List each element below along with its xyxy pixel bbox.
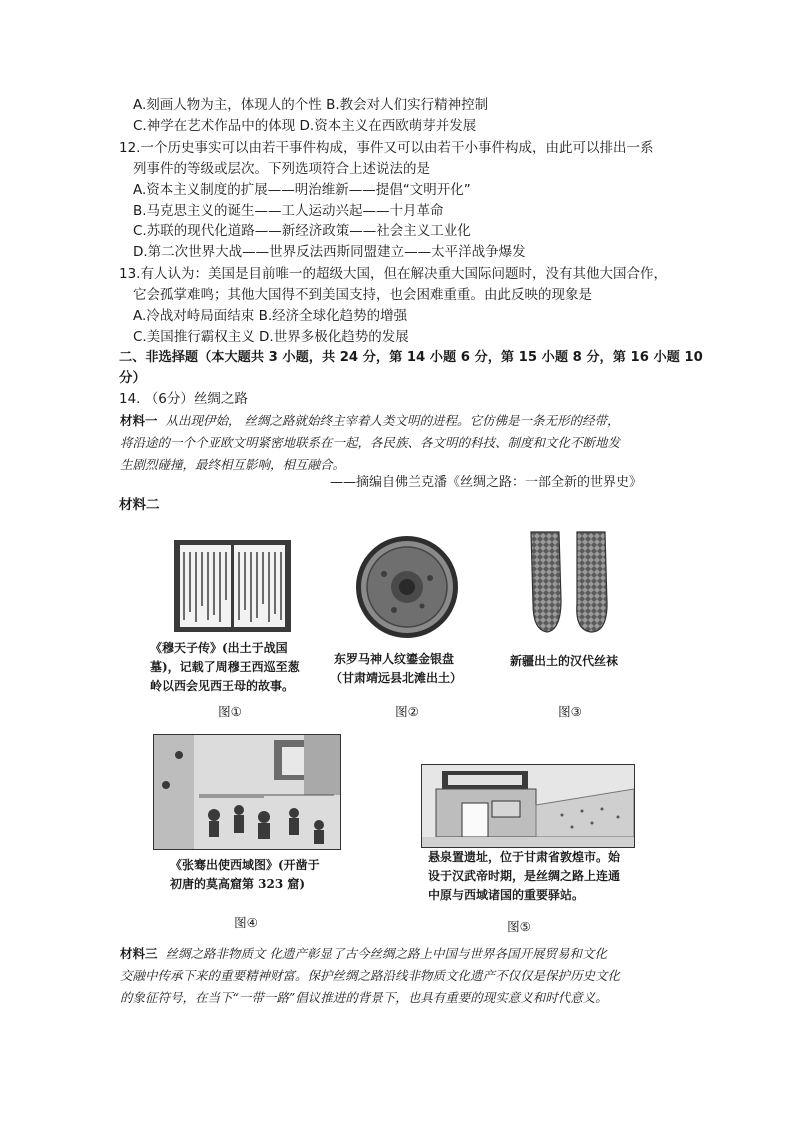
material-1-label: 材料一 xyxy=(120,413,158,428)
section-title-line1: 二、非选择题（本大题共 3 小题，共 24 分，第 14 小题 6 分，第 15 小题 8 分，第 16 小题 10 xyxy=(119,350,703,365)
fig2-image xyxy=(354,534,460,640)
q13-stem-line2: 它会孤掌难鸣；其他大国得不到美国支持，也会困难重重。由此反映的现象是 xyxy=(133,287,592,303)
material-1-source: ——摘编自佛兰克潘《丝绸之路：一部全新的世界史》 xyxy=(330,475,643,490)
q12-option-a: A.资本主义制度的扩展——明治维新——提倡“文明开化” xyxy=(133,182,471,198)
q12-stem-line1: 12.一个历史事实可以由若干事件构成，事件又可以由若干小事件构成，由此可以排出一系 xyxy=(119,140,654,156)
fig3-caption: 新疆出土的汉代丝袜 xyxy=(510,654,619,668)
site-photo-icon xyxy=(422,765,634,847)
fig5-caption: 悬泉置遗址，位于甘肃省敦煌市。始 设于汉武帝时期，是丝绸之路上连通 中原与西域诸国的重要驿站。 xyxy=(428,850,621,902)
fig3-image xyxy=(525,530,615,636)
q12-option-d: D.第二次世界大战——世界反法西斯同盟建立——太平洋战争爆发 xyxy=(133,244,526,260)
material-1 xyxy=(120,410,680,476)
q13-option-cd: C.美国推行霸权主义 D.世界多极化趋势的发展 xyxy=(133,329,409,345)
q12-option-c: C.苏联的现代化道路——新经济政策——社会主义工业化 xyxy=(133,223,471,239)
material-2-label: 材料二 xyxy=(119,497,160,513)
silver-plate-icon xyxy=(354,534,460,640)
q11-option-ab: A.刻画人物为主，体现人的个性 B.教会对人们实行精神控制 xyxy=(133,97,489,113)
material-1-text-line1: 从出现伊始， 丝绸之路就始终主宰着人类文明的进程。它仿佛是一条无形的经带， xyxy=(165,413,620,428)
section-title-line2: 分） xyxy=(119,370,146,386)
fig1-label: 图① xyxy=(218,704,242,719)
material-3-text-line3: 的象征符号，在当下“一带一路”倡议推进的背景下，也具有重要的现实意义和时代意义。 xyxy=(120,990,608,1005)
material-3-text-line1: 丝绸之路非物质文 化遗产彰显了古今丝绸之路上中国与世界各国开展贸易和文化 xyxy=(165,946,607,961)
q12-stem-line2: 列事件的等级或层次。下列选项符合上述说法的是 xyxy=(133,161,430,177)
material-3-text-line2: 交融中传承下来的重要精神财富。保护丝绸之路沿线非物质文化遗产不仅仅是保护历史文化 xyxy=(120,968,621,983)
material-1-text-line3: 生剧烈碰撞，最终相互影响，相互融合。 xyxy=(120,457,346,472)
material-1-text-line2: 将沿途的一个个亚欧文明紧密地联系在一起，各民族、各文明的科技、制度和文化不断地发 xyxy=(120,435,621,450)
q13-stem-line1: 13.有人认为：美国是目前唯一的超级大国，但在解决重大国际问题时，没有其他大国合作， xyxy=(119,266,667,282)
material-3-label: 材料三 xyxy=(120,946,158,961)
material-3 xyxy=(120,943,680,1009)
silk-socks-icon xyxy=(525,530,615,636)
q11-option-cd: C.神学在艺术作品中的体现 D.资本主义在西欧萌芽并发展 xyxy=(133,118,477,134)
fig4-caption: 《张骞出使西域图》(开凿于 初唐的莫高窟第 323 窟) xyxy=(170,858,320,891)
mural-image-icon xyxy=(154,735,340,849)
q14-title: 14. （6分）丝绸之路 xyxy=(119,391,248,407)
fig2-caption: 东罗马神人纹鎏金银盘 （甘肃靖远县北滩出土） xyxy=(330,652,463,685)
fig5-image xyxy=(421,764,635,848)
fig2-label: 图② xyxy=(395,704,419,719)
fig1-caption: 《穆天子传》(出土于战国 墓)，记载了周穆王西巡至葱 岭以西会见西王母的故事。 xyxy=(150,641,300,693)
q13-option-ab: A.冷战对峙局面结束 B.经济全球化趋势的增强 xyxy=(133,308,408,324)
fig4-label: 图④ xyxy=(234,915,258,930)
fig3-label: 图③ xyxy=(558,704,582,719)
book-image-icon xyxy=(174,540,291,632)
fig4-image xyxy=(153,734,341,850)
q12-option-b: B.马克思主义的诞生——工人运动兴起——十月革命 xyxy=(133,203,444,219)
fig5-label: 图⑤ xyxy=(507,919,531,934)
fig1-image xyxy=(174,540,291,632)
